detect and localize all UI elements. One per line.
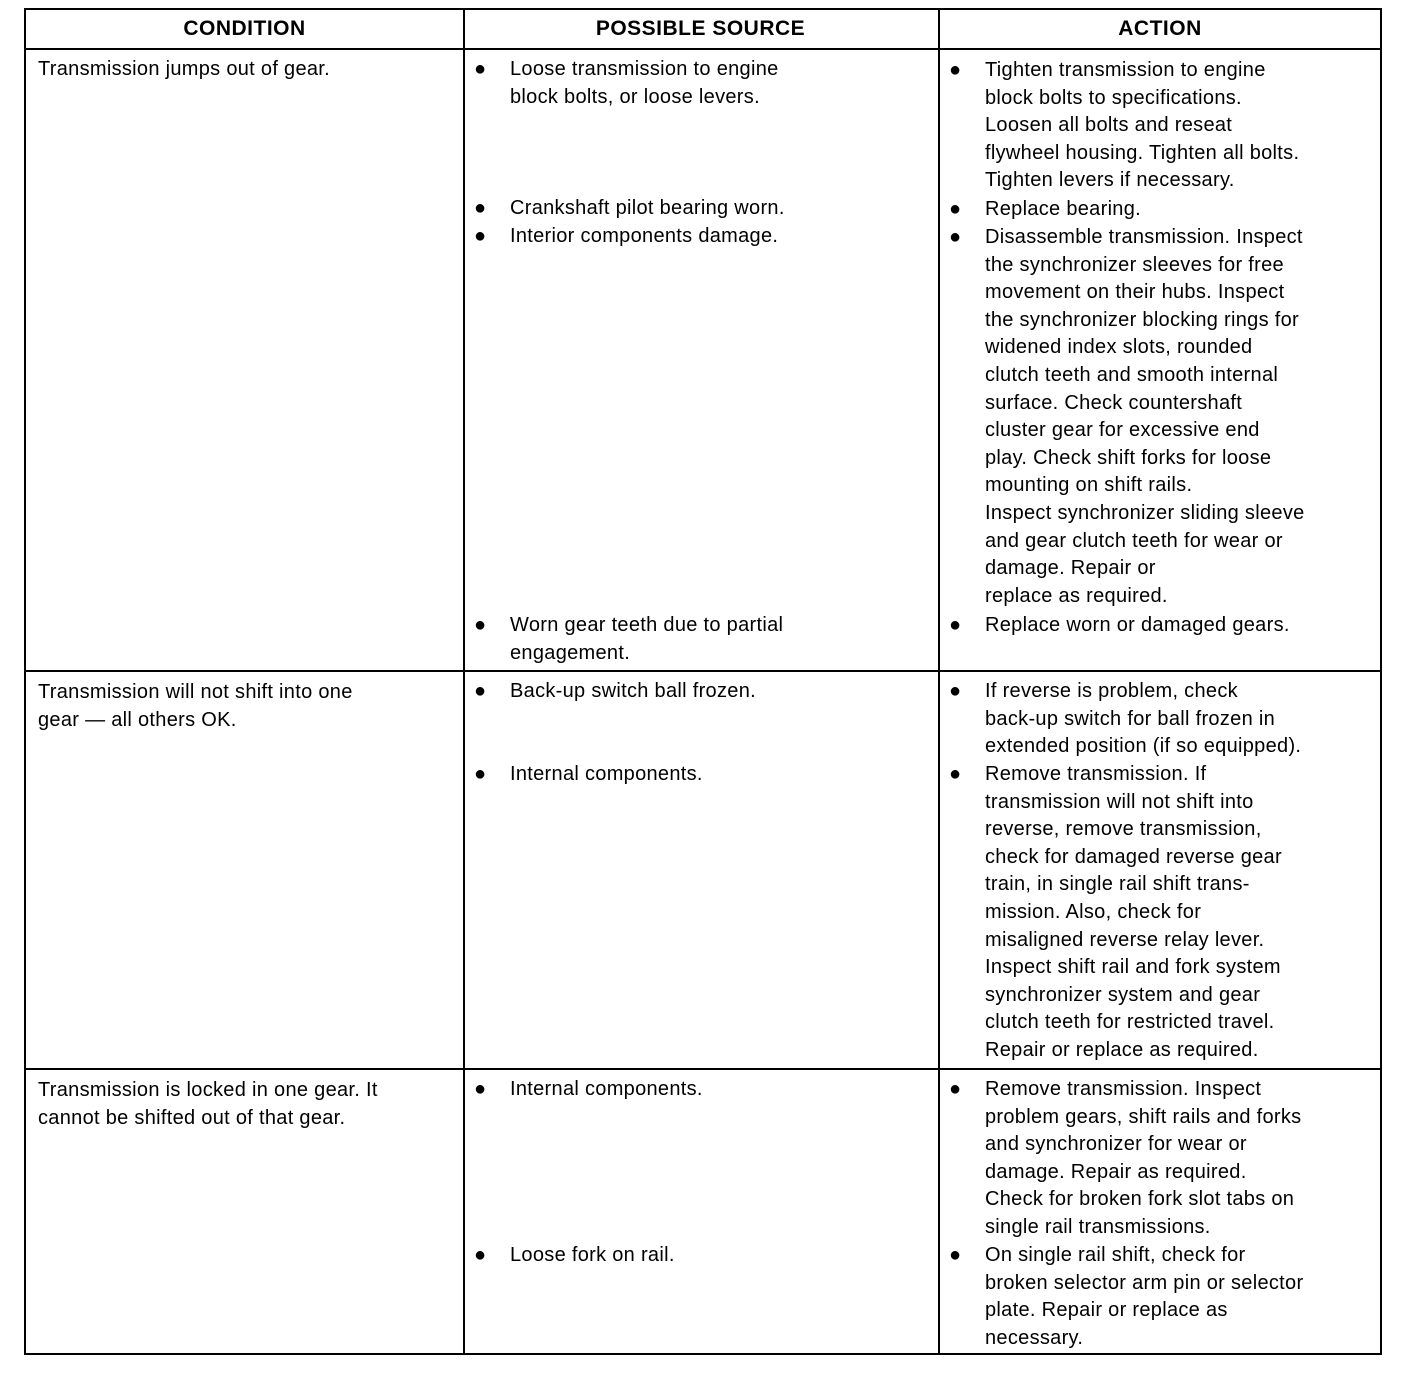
bullet-icon: ● (949, 1078, 962, 1100)
column-divider-source (463, 10, 465, 1353)
bullet-icon: ● (474, 680, 487, 702)
bullet-icon: ● (949, 763, 962, 785)
source-text: Loose transmission to engine block bolts, or loose levers. (510, 58, 779, 108)
action-text: Replace worn or damaged gears. (985, 614, 1290, 636)
bullet-icon: ● (474, 58, 487, 80)
header-action: ACTION (1118, 17, 1202, 40)
bullet-icon: ● (949, 198, 962, 220)
row1-condition: Transmission jumps out of gear. (38, 58, 331, 80)
bullet-icon: ● (474, 763, 487, 785)
bullet-icon: ● (949, 1244, 962, 1266)
bullet-icon: ● (949, 226, 962, 248)
source-text: Loose fork on rail. (510, 1244, 675, 1266)
bullet-icon: ● (474, 225, 487, 247)
bullet-icon: ● (474, 1078, 487, 1100)
action-text: If reverse is problem, check back-up switch for ball frozen in extended position (if so equipped). (985, 680, 1302, 758)
row-divider-1 (26, 670, 1380, 672)
bullet-icon: ● (949, 680, 962, 702)
action-text: Replace bearing. (985, 198, 1142, 220)
bullet-icon: ● (474, 614, 487, 636)
bullet-icon: ● (949, 59, 962, 81)
bullet-icon: ● (474, 197, 487, 219)
header-possible-source: POSSIBLE SOURCE (595, 17, 806, 40)
row-divider-2 (26, 1068, 1380, 1070)
action-text: Remove transmission. If transmission will not shift into reverse, remove transmission, check for damaged reverse gear train, in single rail shift trans- mission. Also, check for misaligned reverse relay lever. Inspect shift rail and fork system synchronizer system and gear clutch teeth for restricted travel. Repair or replace as required. (985, 763, 1282, 1061)
bullet-icon: ● (474, 1244, 487, 1266)
action-text: On single rail shift, check for broken selector arm pin or selector plate. Repair or replace as necessary. (985, 1244, 1304, 1349)
row3-condition: Transmission is locked in one gear. It cannot be shifted out of that gear. (38, 1079, 378, 1129)
column-divider-action (938, 10, 940, 1353)
row2-condition: Transmission will not shift into one gear — all others OK. (38, 681, 353, 731)
troubleshooting-table (24, 8, 1382, 1355)
source-text: Internal components. (510, 1078, 703, 1100)
bullet-icon: ● (949, 614, 962, 636)
source-text: Interior components damage. (510, 225, 779, 247)
action-text: Tighten transmission to engine block bolts to specifications. Loosen all bolts and reseat flywheel housing. Tighten all bolts. Tighten levers if necessary. (985, 59, 1300, 192)
source-text: Internal components. (510, 763, 703, 785)
source-text: Back-up switch ball frozen. (510, 680, 756, 702)
source-text: Worn gear teeth due to partial engagement. (510, 614, 784, 664)
source-text: Crankshaft pilot bearing worn. (510, 197, 785, 219)
action-text: Disassemble transmission. Inspect the synchronizer sleeves for free movement on their hubs. Inspect the synchronizer blocking rings for widened index slots, rounded clutch teeth and smooth internal surface. Check countershaft cluster gear for excessive end play. Check shift forks for loose mounting on shift rails. Inspect synchronizer sliding sleeve and gear clutch teeth for wear or damage. Repair or replace as required. (985, 226, 1305, 607)
header-condition: CONDITION (183, 17, 306, 40)
action-text: Remove transmission. Inspect problem gears, shift rails and forks and synchronizer for wear or damage. Repair as required. Check for broken fork slot tabs on single rail transmissions. (985, 1078, 1302, 1238)
header-divider (26, 48, 1380, 50)
